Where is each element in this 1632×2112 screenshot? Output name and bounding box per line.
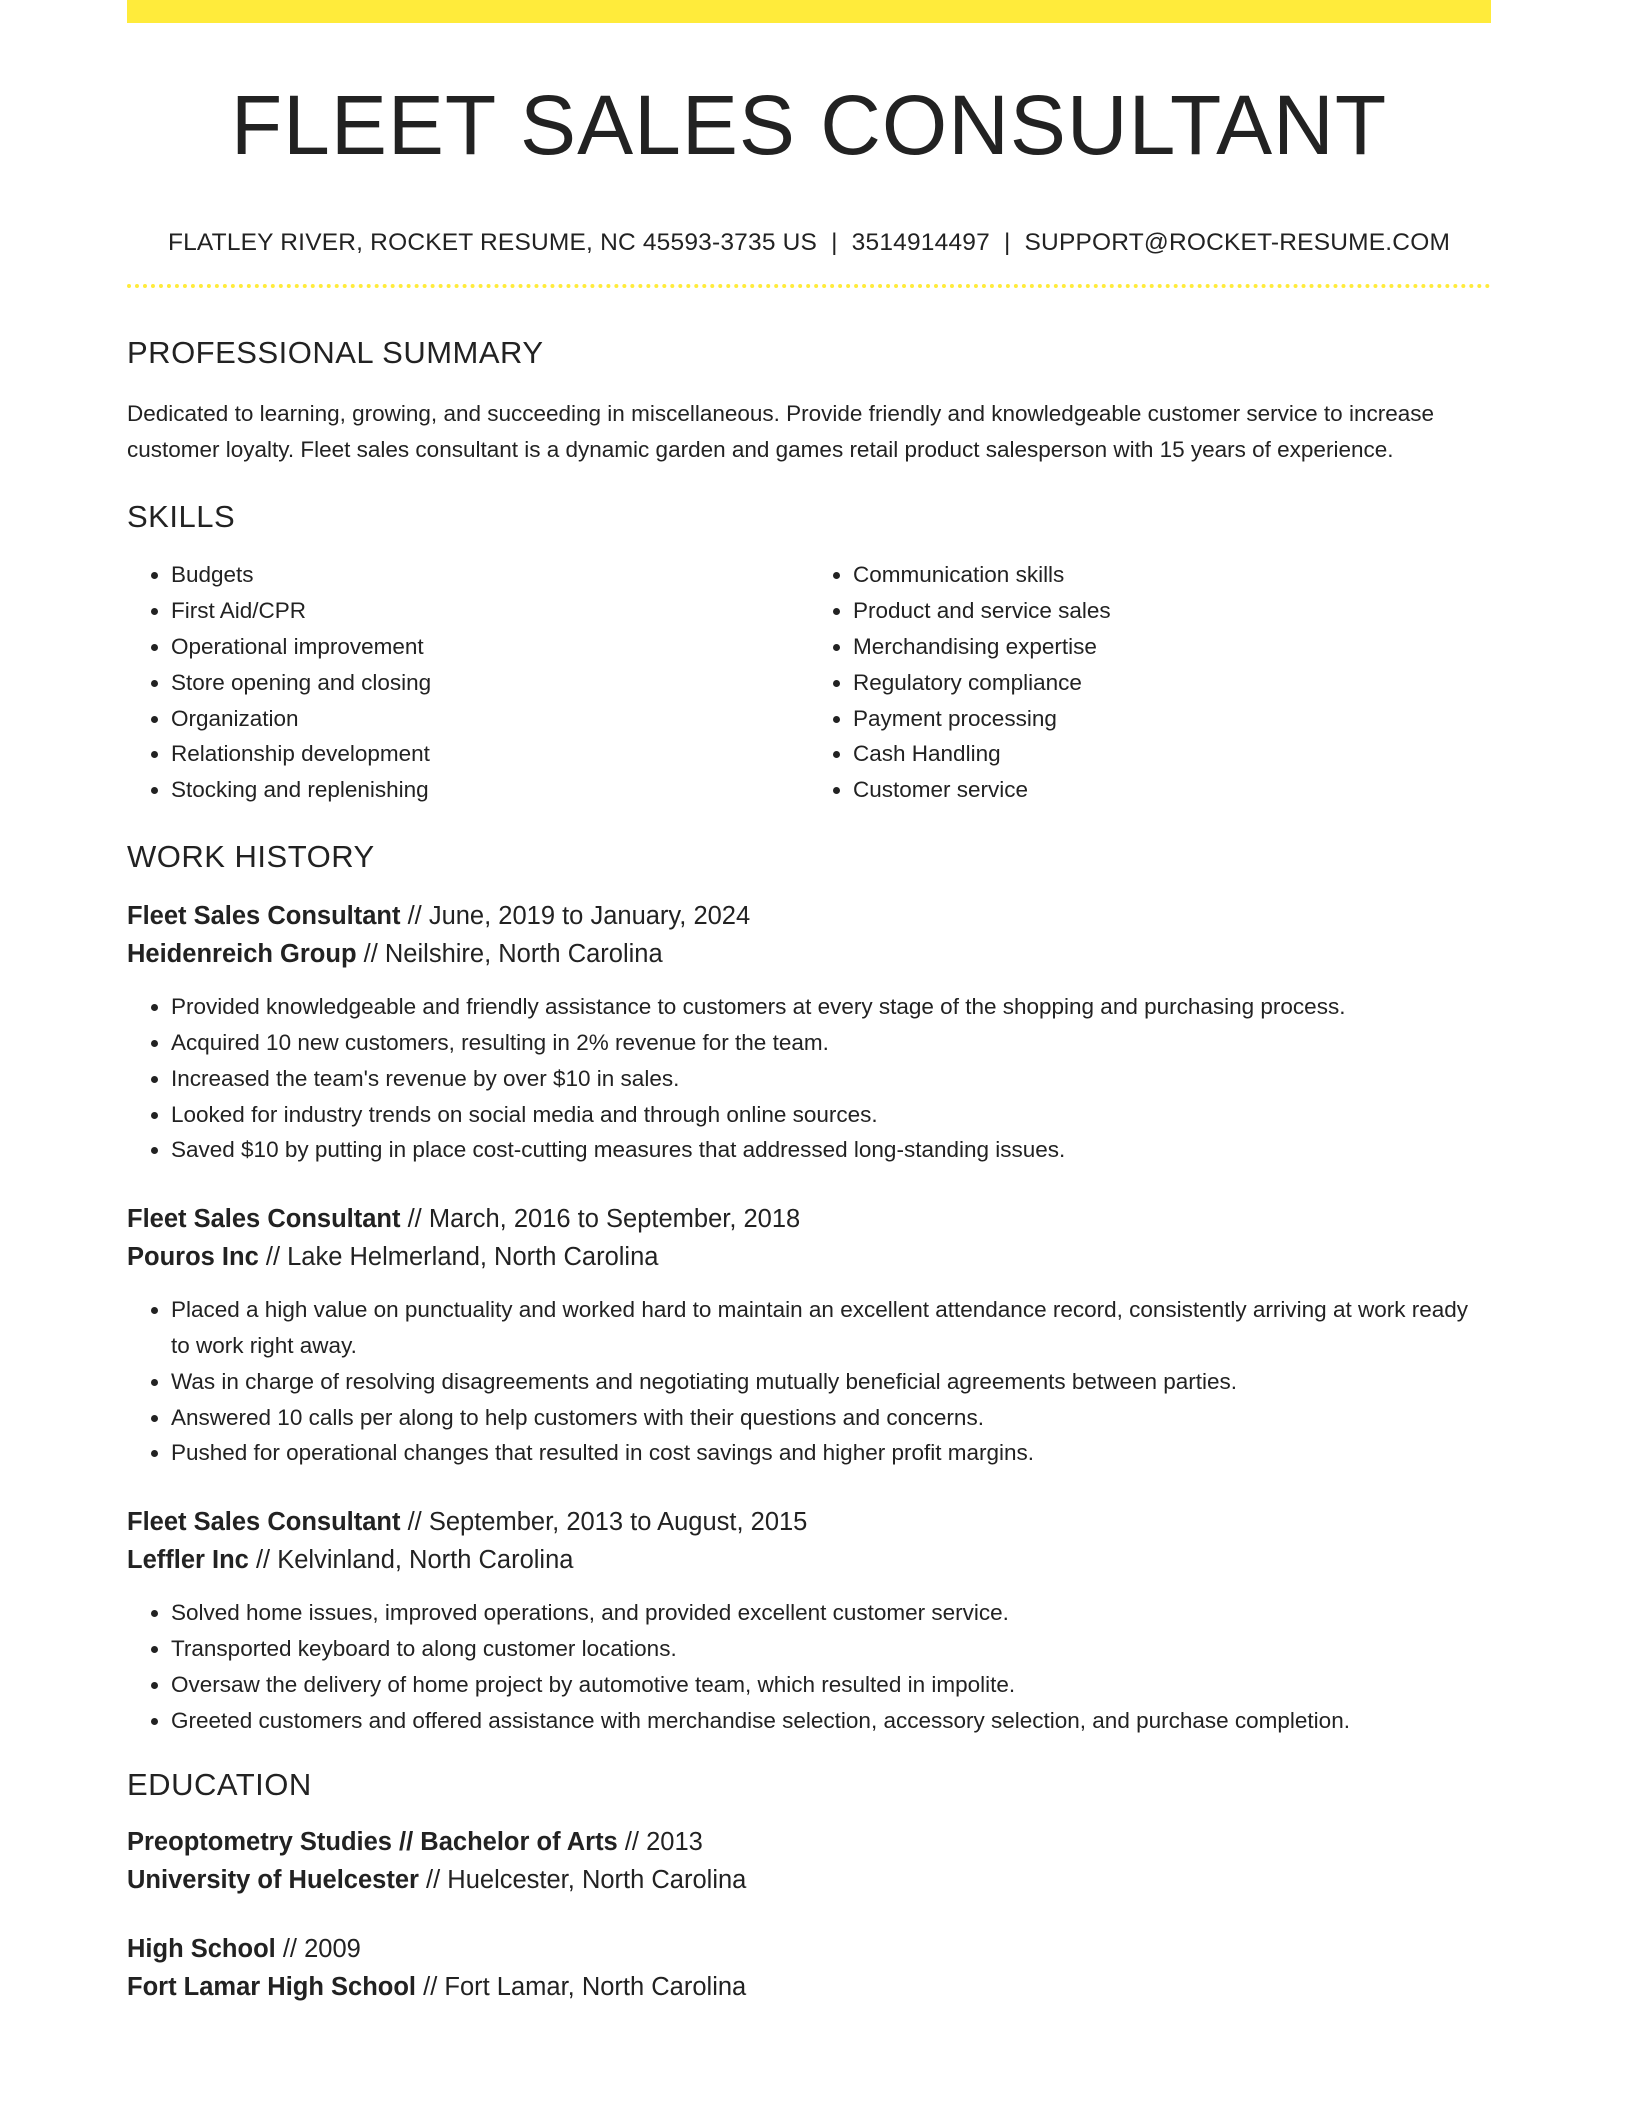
job-role: Fleet Sales Consultant bbox=[127, 1508, 401, 1537]
education-entry bbox=[127, 1823, 1491, 1899]
skill-item: • Organization bbox=[171, 701, 809, 737]
skill-item: • Budgets bbox=[171, 557, 809, 593]
job-company-line bbox=[127, 935, 1491, 973]
education-heading: EDUCATION bbox=[127, 1767, 312, 1803]
education-degree-line bbox=[127, 1930, 1491, 1968]
job-company: Leffler Inc bbox=[127, 1546, 249, 1575]
job-location: // Neilshire, North Carolina bbox=[356, 940, 663, 969]
job-company-line bbox=[127, 1238, 1491, 1276]
job-dates: // March, 2016 to September, 2018 bbox=[400, 1205, 801, 1234]
skill-item: • Cash Handling bbox=[853, 736, 1491, 772]
summary-text: Dedicated to learning, growing, and succeeding in miscellaneous. Provide friendly and knowledgeable customer service to increase customer loyalty. Fleet sales consultant is a dynamic garden and games retail product salesperson with 15 years of experience. bbox=[127, 401, 1434, 463]
job-dates: // June, 2019 to January, 2024 bbox=[400, 902, 751, 931]
job-location: // Kelvinland, North Carolina bbox=[248, 1546, 574, 1575]
job-bullet: • Saved $10 by putting in place cost-cutting measures that addressed long-standing issues. bbox=[171, 1132, 1491, 1168]
job-bullets bbox=[127, 989, 1491, 1168]
skill-item: • Operational improvement bbox=[171, 629, 809, 665]
job-bullets bbox=[127, 1595, 1491, 1738]
work-history-heading: WORK HISTORY bbox=[127, 838, 375, 874]
job-entry bbox=[127, 1200, 1491, 1471]
education-degree-line bbox=[127, 1823, 1491, 1861]
job-title-line bbox=[127, 1200, 1491, 1238]
contact-line bbox=[127, 229, 1491, 257]
skill-item: • Product and service sales bbox=[853, 593, 1491, 629]
job-company-line bbox=[127, 1541, 1491, 1579]
contact-email: SUPPORT@ROCKET-RESUME.COM bbox=[1024, 229, 1451, 256]
education-location: // Huelcester, North Carolina bbox=[418, 1866, 747, 1895]
job-role: Fleet Sales Consultant bbox=[127, 1205, 401, 1234]
job-bullet: • Answered 10 calls per along to help customers with their questions and concerns. bbox=[171, 1400, 1491, 1436]
job-title-line bbox=[127, 1503, 1491, 1541]
skill-item: • Merchandising expertise bbox=[853, 629, 1491, 665]
top-accent-bar bbox=[127, 0, 1491, 23]
job-bullet: • Placed a high value on punctuality and worked hard to maintain an excellent attendance record, consistently arriving at work ready to work right away. bbox=[171, 1292, 1491, 1364]
contact-phone: 3514914497 bbox=[851, 229, 990, 256]
job-company: Pouros Inc bbox=[127, 1243, 259, 1272]
education-school-line bbox=[127, 1861, 1491, 1899]
job-bullet: • Greeted customers and offered assistance with merchandise selection, accessory selection, and purchase completion. bbox=[171, 1703, 1491, 1739]
job-bullet: • Transported keyboard to along customer locations. bbox=[171, 1631, 1491, 1667]
skill-item: • First Aid/CPR bbox=[171, 593, 809, 629]
skills-column-left bbox=[127, 557, 809, 808]
skill-item: • Relationship development bbox=[171, 736, 809, 772]
job-bullet: • Was in charge of resolving disagreements and negotiating mutually beneficial agreements between parties. bbox=[171, 1364, 1491, 1400]
job-bullet: • Pushed for operational changes that resulted in cost savings and higher profit margins. bbox=[171, 1435, 1491, 1471]
summary-heading: PROFESSIONAL SUMMARY bbox=[127, 335, 544, 370]
skill-item: • Regulatory compliance bbox=[853, 665, 1491, 701]
education-entry bbox=[127, 1930, 1491, 2006]
skill-item: • Communication skills bbox=[853, 557, 1491, 593]
resume-page bbox=[127, 0, 1491, 2006]
education-degree: Preoptometry Studies // Bachelor of Arts bbox=[127, 1828, 618, 1857]
education-degree: High School bbox=[127, 1935, 276, 1964]
header-divider bbox=[127, 284, 1491, 288]
skills-heading: SKILLS bbox=[127, 499, 236, 535]
job-entry bbox=[127, 897, 1491, 1168]
job-role: Fleet Sales Consultant bbox=[127, 902, 401, 931]
job-bullet: • Provided knowledgeable and friendly assistance to customers at every stage of the shopping and purchasing process. bbox=[171, 989, 1491, 1025]
job-location: // Lake Helmerland, North Carolina bbox=[258, 1243, 659, 1272]
job-title-line bbox=[127, 897, 1491, 935]
job-bullet: • Looked for industry trends on social media and through online sources. bbox=[171, 1097, 1491, 1133]
education-location: // Fort Lamar, North Carolina bbox=[416, 1973, 747, 2002]
education-year: // 2009 bbox=[275, 1935, 361, 1964]
job-bullet: • Increased the team's revenue by over $10 in sales. bbox=[171, 1061, 1491, 1097]
contact-separator: | bbox=[831, 229, 838, 256]
education-year: // 2013 bbox=[617, 1828, 703, 1857]
education-school: University of Huelcester bbox=[127, 1866, 419, 1895]
contact-separator: | bbox=[1003, 229, 1011, 256]
candidate-name: FLEET SALES CONSULTANT bbox=[230, 78, 1388, 172]
skills-list bbox=[127, 557, 1491, 808]
job-bullet: • Acquired 10 new customers, resulting in 2% revenue for the team. bbox=[171, 1025, 1491, 1061]
contact-address: FLATLEY RIVER, ROCKET RESUME, NC 45593-3735 US bbox=[167, 229, 818, 256]
job-bullet: • Oversaw the delivery of home project by automotive team, which resulted in impolite. bbox=[171, 1667, 1491, 1703]
skill-item: • Stocking and replenishing bbox=[171, 772, 809, 808]
job-bullets bbox=[127, 1292, 1491, 1471]
skill-item: • Payment processing bbox=[853, 701, 1491, 737]
skill-item: • Store opening and closing bbox=[171, 665, 809, 701]
skills-column-right bbox=[809, 557, 1491, 808]
job-entry bbox=[127, 1503, 1491, 1738]
education-school: Fort Lamar High School bbox=[127, 1973, 417, 2002]
skill-item: • Customer service bbox=[853, 772, 1491, 808]
education-school-line bbox=[127, 1968, 1491, 2006]
job-bullet: • Solved home issues, improved operations, and provided excellent customer service. bbox=[171, 1595, 1491, 1631]
job-dates: // September, 2013 to August, 2015 bbox=[400, 1508, 808, 1537]
job-company: Heidenreich Group bbox=[127, 940, 357, 969]
